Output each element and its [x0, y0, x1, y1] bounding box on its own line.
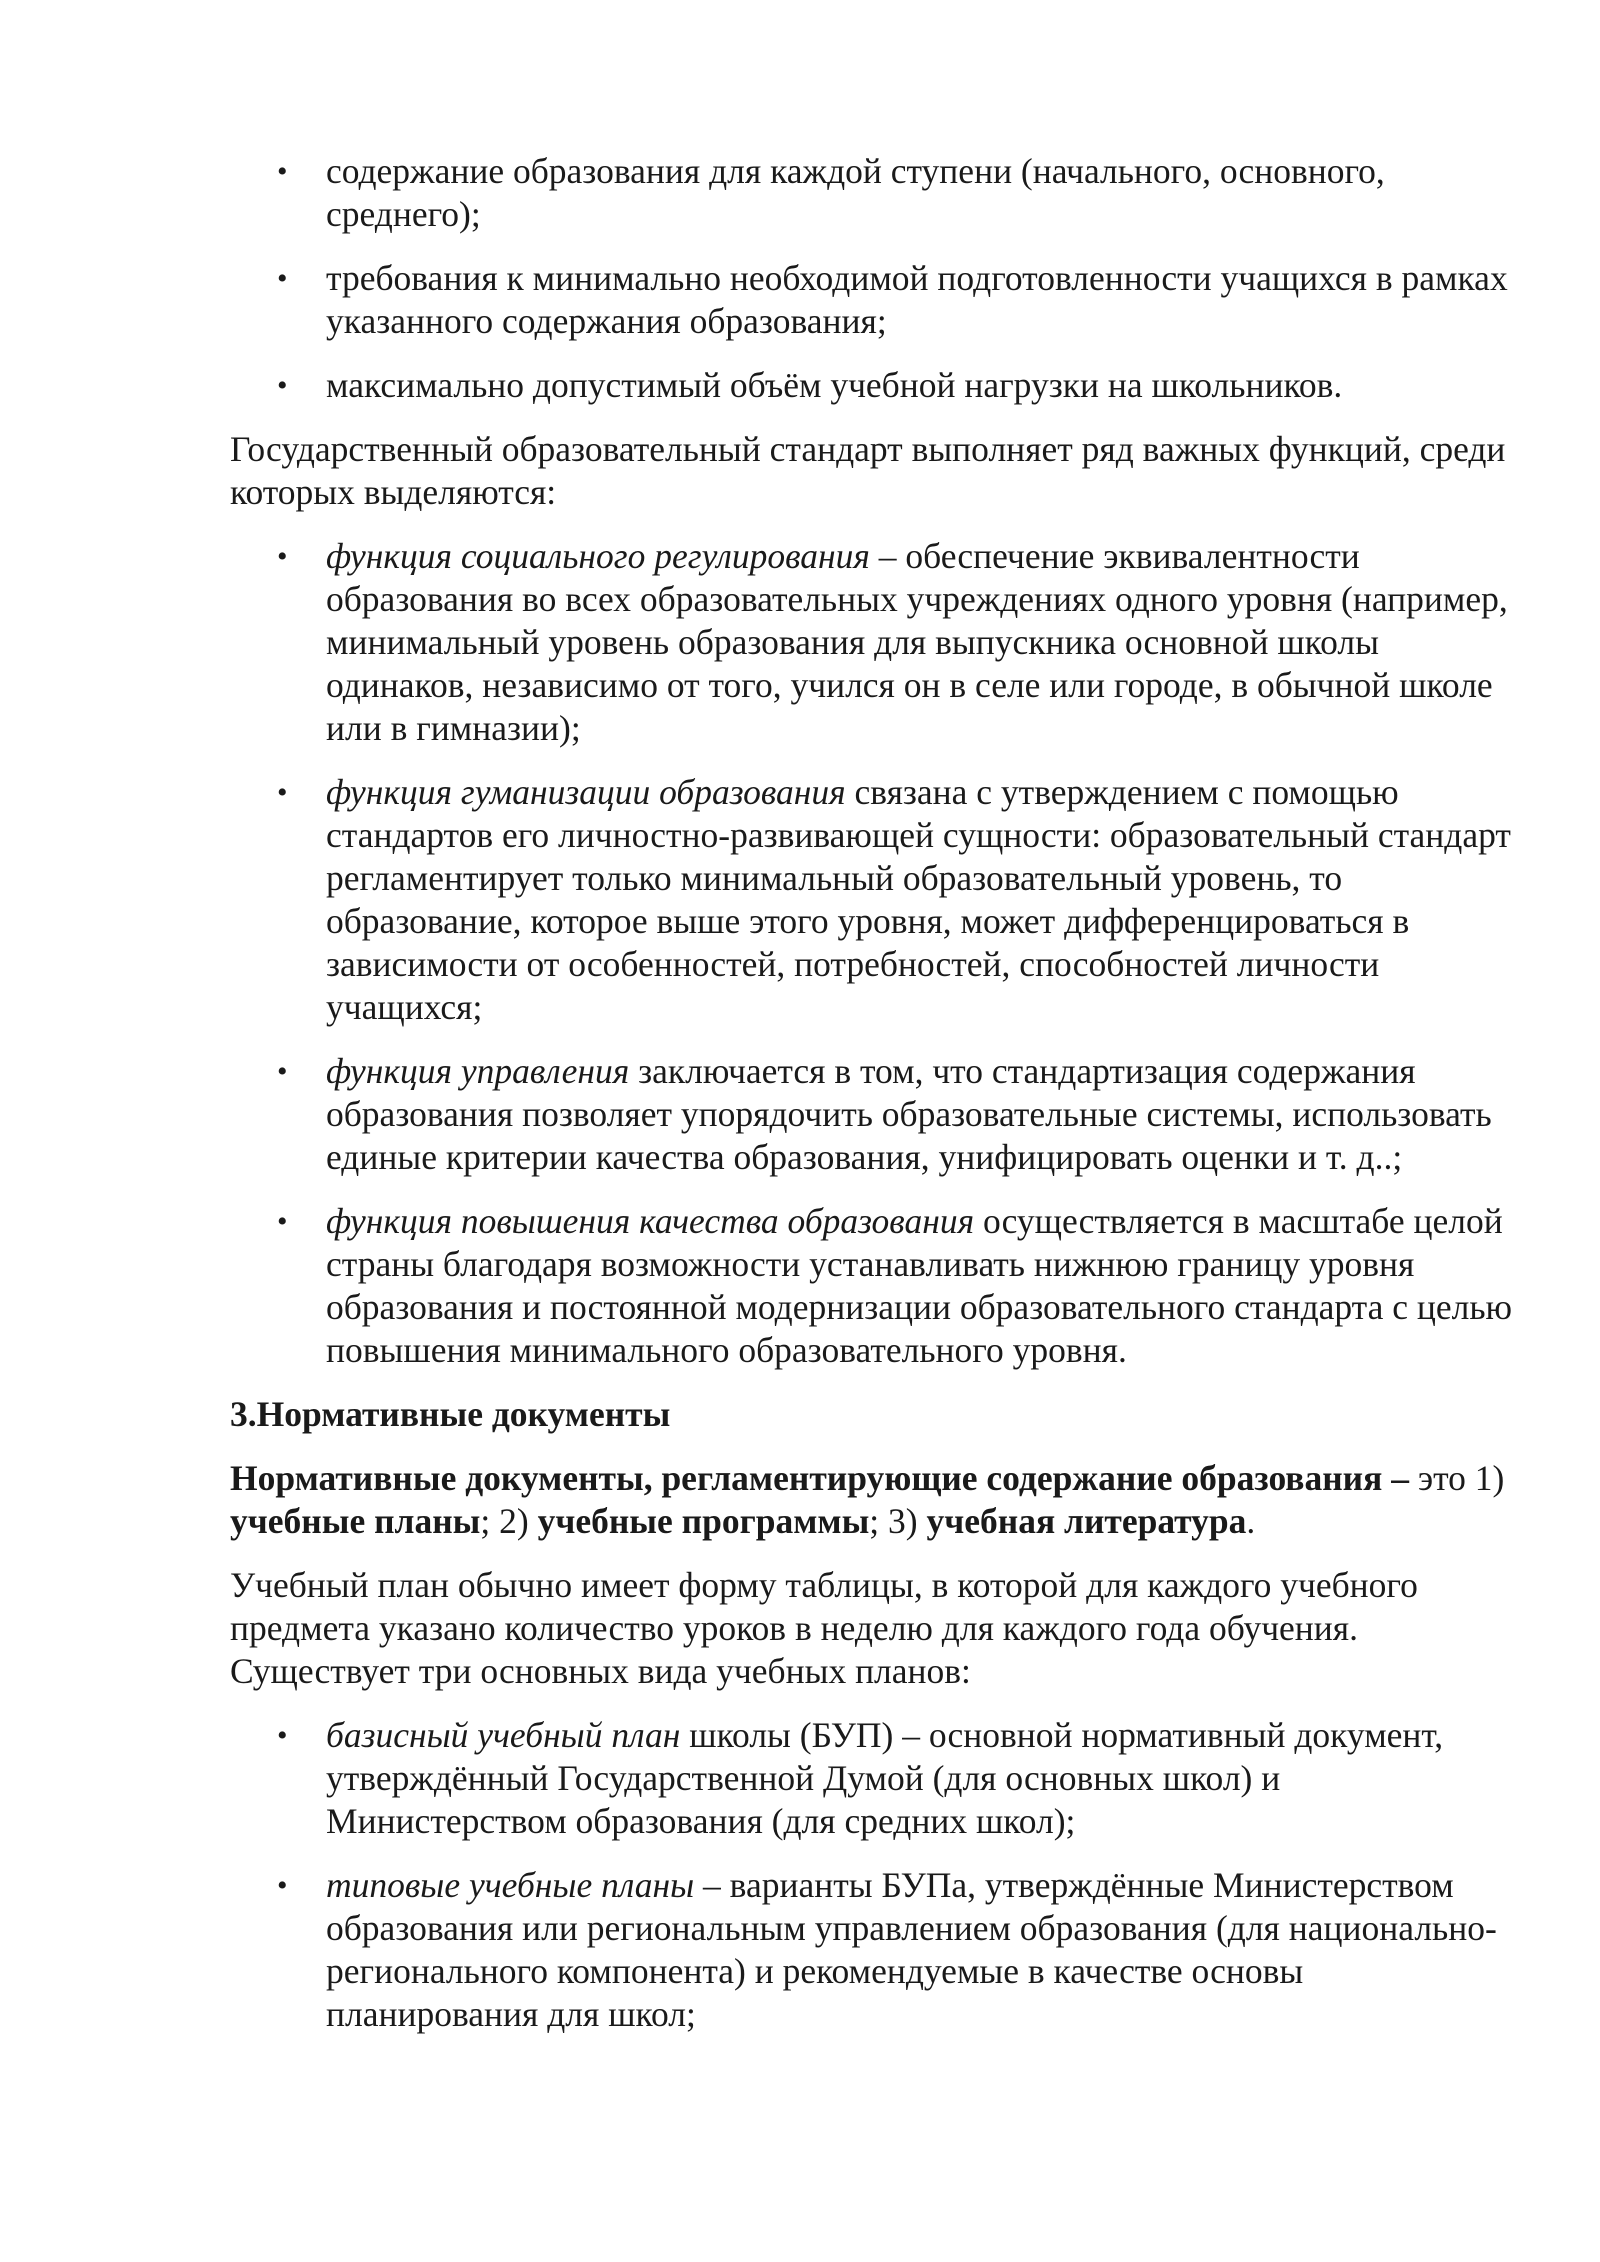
- definition-text: .: [1246, 1501, 1256, 1541]
- bullet-icon: •: [277, 1869, 288, 1902]
- paragraph-definition: [230, 1457, 1520, 1543]
- standard-contents-list: [230, 150, 1520, 407]
- definition-text: это 1): [1408, 1458, 1505, 1498]
- list-item: [277, 364, 1520, 407]
- list-item: [277, 150, 1520, 236]
- list-item-text: школы (БУП) – основной нормативный документ, утверждённый Государственной Думой (для основных школ) и Министерством образования (для средних школ);: [326, 1715, 1444, 1841]
- definition-item-plans: учебные планы: [230, 1501, 481, 1541]
- list-item-text: – обеспечение эквивалентности образования во всех образовательных учреждениях одного уровня (например, минимальный уровень образования для выпускника основной школы одинаков, независимо от того, учился он в селе или городе, в обычной школе или в гимназии);: [326, 536, 1508, 748]
- list-item-term: функция социального регулирования: [326, 536, 870, 576]
- bullet-icon: •: [277, 262, 288, 295]
- list-item: [277, 1714, 1520, 1843]
- list-item-term: функция повышения качества образования: [326, 1201, 975, 1241]
- definition-item-literature: учебная литература: [926, 1501, 1247, 1541]
- section-heading: 3.Нормативные документы: [230, 1394, 671, 1434]
- list-item-term: типовые учебные планы: [326, 1865, 695, 1905]
- paragraph-curriculum: Учебный план обычно имеет форму таблицы, в которой для каждого учебного предмета указано количество уроков в неделю для каждого года обучения. Существует три основных вида учебных планов:: [230, 1565, 1418, 1691]
- list-item-text: максимально допустимый объём учебной нагрузки на школьников.: [326, 365, 1343, 405]
- list-item-term: функция управления: [326, 1051, 630, 1091]
- list-item: [277, 1050, 1520, 1179]
- bullet-icon: •: [277, 1055, 288, 1088]
- bullet-icon: •: [277, 369, 288, 402]
- definition-text: ; 3): [869, 1501, 927, 1541]
- plans-list: [230, 1714, 1520, 2036]
- paragraph-functions-intro: Государственный образовательный стандарт выполняет ряд важных функций, среди которых выделяются:: [230, 429, 1506, 512]
- definition-dash: –: [1382, 1458, 1409, 1498]
- bullet-icon: •: [277, 155, 288, 188]
- list-item: [277, 771, 1520, 1029]
- list-item-text: заключается в том, что стандартизация содержания образования позволяет упорядочить образовательные системы, использовать единые критерии качества образования, унифицировать оценки и т. д..;: [326, 1051, 1492, 1177]
- definition-term: Нормативные документы, регламентирующие содержание образования: [230, 1458, 1383, 1498]
- definition-item-programs: учебные программы: [537, 1501, 870, 1541]
- list-item: [277, 535, 1520, 750]
- list-item-text: содержание образования для каждой ступени (начального, основного, среднего);: [326, 151, 1385, 234]
- list-item-term: базисный учебный план: [326, 1715, 681, 1755]
- list-item-text: осуществляется в масштабе целой страны благодаря возможности устанавливать нижнюю границу уровня образования и постоянной модернизации образовательного стандарта с целью повышения минимального образовательного уровня.: [326, 1201, 1513, 1370]
- list-item-term: функция гуманизации образования: [326, 772, 846, 812]
- list-item-text: требования к минимально необходимой подготовленности учащихся в рамках указанного содержания образования;: [326, 258, 1508, 341]
- list-item: [277, 257, 1520, 343]
- bullet-icon: •: [277, 1719, 288, 1752]
- bullet-icon: •: [277, 540, 288, 573]
- document-page: [230, 150, 1520, 2057]
- bullet-icon: •: [277, 1205, 288, 1238]
- list-item: [277, 1200, 1520, 1372]
- functions-list: [230, 535, 1520, 1372]
- bullet-icon: •: [277, 776, 288, 809]
- list-item: [277, 1864, 1520, 2036]
- definition-text: ; 2): [480, 1501, 538, 1541]
- list-item-text: связана с утверждением с помощью стандартов его личностно-развивающей сущности: образовательный стандарт регламентирует только минимальный образовательный уровень, то образование, которое выше этого уровня, может дифференцироваться в зависимости от особенностей, потребностей, способностей личности учащихся;: [326, 772, 1511, 1027]
- list-item-text: – варианты БУПа, утверждённые Министерством образования или региональным управлением образования (для национально-регионального компонента) и рекомендуемые в качестве основы планирования для школ;: [326, 1865, 1497, 2034]
